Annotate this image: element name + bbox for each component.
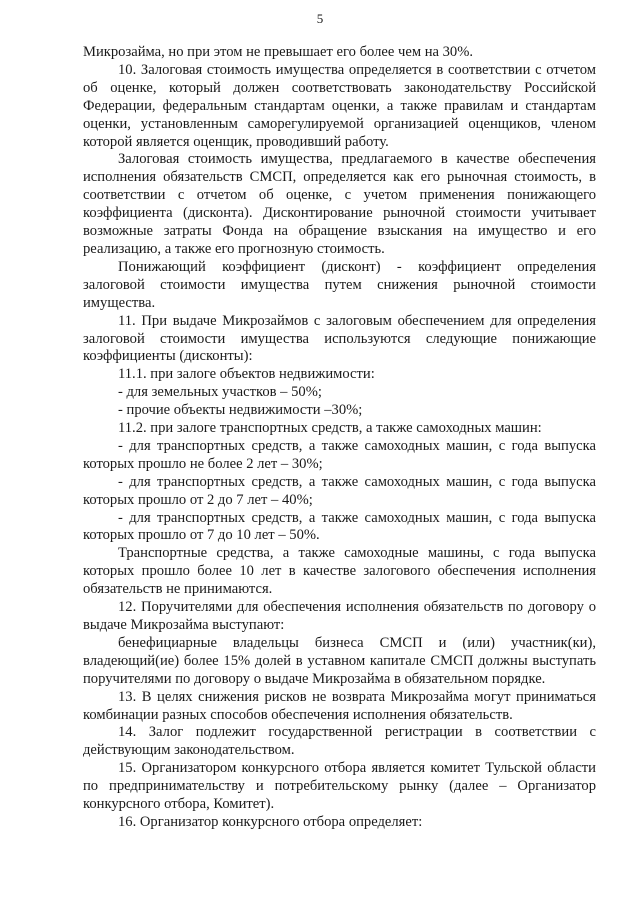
list-item: - для земельных участков – 50%; bbox=[118, 384, 322, 401]
page-number: 5 bbox=[316, 11, 324, 26]
paragraph: Транспортные средства, а также самоходные машины, с года выпуска которых прошло более 10 лет в качестве залогового обеспечения исполнения обязательств не принимаются. bbox=[83, 545, 596, 598]
list-item: - для транспортных средств, а также самоходных машин, с года выпуска которых прошло не более 2 лет – 30%; bbox=[83, 437, 596, 472]
document-body bbox=[83, 44, 596, 832]
paragraph: 15. Организатором конкурсного отбора является комитет Тульской области по предпринимательству и потребительскому рынку (далее – Организатор конкурсного отбора, Комитет). bbox=[83, 760, 596, 813]
list-item: - для транспортных средств, а также самоходных машин, с года выпуска которых прошло от 2 до 7 лет – 40%; bbox=[83, 473, 596, 508]
paragraph: 16. Организатор конкурсного отбора определяет: bbox=[118, 813, 423, 830]
paragraph: бенефициарные владельцы бизнеса СМСП и (или) участник(ки), владеющий(ие) более 15% долей в уставном капитале СМСП должны выступать поручителями по договору о выдаче Микрозайма в обязательном порядке. bbox=[83, 634, 596, 687]
paragraph: Понижающий коэффициент (дисконт) - коэффициент определения залоговой стоимости имущества путем снижения рыночной стоимости имущества. bbox=[83, 258, 596, 311]
paragraph: 11. При выдаче Микрозаймов с залоговым обеспечением для определения залоговой стоимости имущества используются следующие понижающие коэффициенты (дисконты): bbox=[83, 312, 596, 365]
paragraph: 12. Поручителями для обеспечения исполнения обязательств по договору о выдаче Микрозайма выступают: bbox=[83, 599, 596, 633]
list-item: - прочие объекты недвижимости –30%; bbox=[118, 402, 363, 419]
paragraph: Микрозайма, но при этом не превышает его более чем на 30%. bbox=[83, 44, 474, 60]
subitem: 11.2. при залоге транспортных средств, а также самоходных машин: bbox=[118, 420, 542, 437]
subitem: 11.1. при залоге объектов недвижимости: bbox=[118, 366, 375, 383]
paragraph: 10. Залоговая стоимость имущества определяется в соответствии с отчетом об оценке, который должен соответствовать законодательству Российской Федерации, федеральным стандартам оценки, а также правилам и стандартам оценки, установленным саморегулируемой организацией оценщиков, членом которой является оценщик, проводивший работу. bbox=[83, 61, 596, 150]
paragraph: 14. Залог подлежит государственной регистрации в соответствии с действующим законодательством. bbox=[83, 724, 596, 759]
paragraph: 13. В целях снижения рисков не возврата Микрозайма могут приниматься комбинации разных способов обеспечения исполнения обязательств. bbox=[83, 688, 596, 723]
paragraph: Залоговая стоимость имущества, предлагаемого в качестве обеспечения исполнения обязательств СМСП, определяется как его рыночная стоимость, в соответствии с отчетом об оценке, с учетом применения понижающего коэффициента (дисконта). Дисконтирование рыночной стоимости учитывает возможные затраты Фонда на обращение взыскания на имущество и его реализацию, а также его прогнозную стоимость. bbox=[83, 151, 596, 257]
list-item: - для транспортных средств, а также самоходных машин, с года выпуска которых прошло от 7 до 10 лет – 50%. bbox=[83, 509, 596, 544]
